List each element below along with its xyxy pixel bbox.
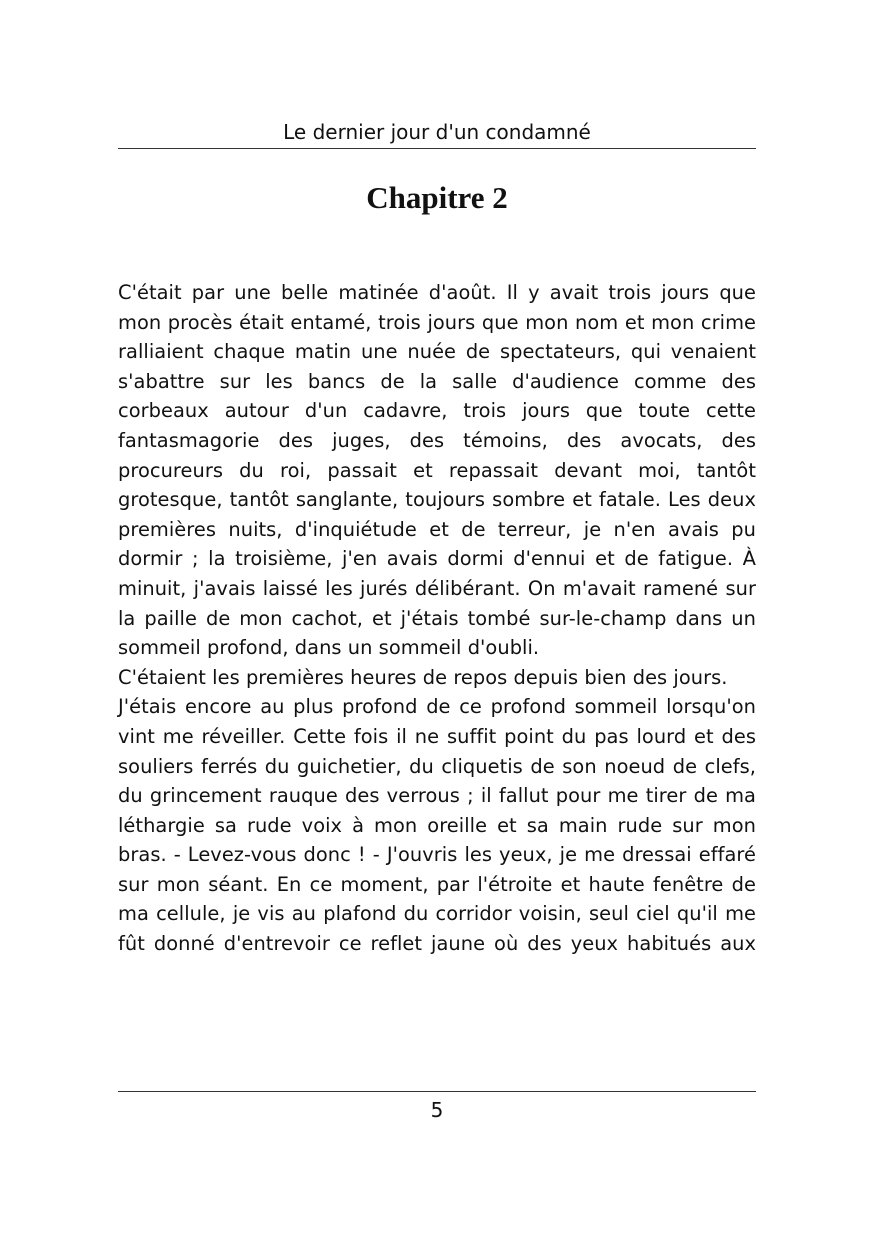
chapter-title: Chapitre 2 — [366, 180, 508, 215]
paragraph: C'était par une belle matinée d'août. Il y avait trois jours que mon procès était entamé, trois jours que mon nom et mon crime ralliaient chaque matin une nuée de spectateurs, qui venaient s'abattre sur les bancs de la salle d'audience comme des corbeaux autour d'un cadavre, trois jours que toute cette fantasmagorie des juges, des témoins, des avocats, des procureurs du roi, passait et repassait devant moi, tantôt grotesque, tantôt sanglante, toujours sombre et fatale. Les deux premières nuits, d'inquiétude et de terreur, je n'en avais pu dormir ; la troisième, j'en avais dormi d'ennui et de fatigue. À minuit, j'avais laissé les jurés délibérant. On m'avait ramené sur la paille de mon cachot, et j'étais tombé sur-le-champ dans un sommeil profond, dans un sommeil d'oubli. — [118, 281, 756, 660]
header-divider — [118, 148, 756, 149]
footer-divider — [118, 1091, 756, 1092]
paragraph: J'étais encore au plus profond de ce profond sommeil lorsqu'on vint me réveiller. Cette fois il ne suffit point du pas lourd et des souliers ferrés du guichetier, du cliquetis de son noeud de clefs, du grincement rauque des verrous ; il fallut pour me tirer de ma léthargie sa rude voix à mon oreille et sa main rude sur mon bras. - Levez-vous donc ! - J'ouvris les yeux, je me dressai effaré sur mon séant. En ce moment, par l'étroite et haute fenêtre de ma cellule, je vis au plafond du corridor voisin, seul ciel qu'il me fût donné d'entrevoir ce reflet jaune où des yeux habitués aux — [118, 695, 756, 956]
paragraph: C'étaient les premières heures de repos depuis bien des jours. — [118, 665, 728, 689]
chapter-body — [118, 278, 756, 959]
page-number: 5 — [430, 1098, 444, 1122]
book-page — [118, 0, 756, 1240]
running-header: Le dernier jour d'un condamné — [283, 120, 591, 144]
